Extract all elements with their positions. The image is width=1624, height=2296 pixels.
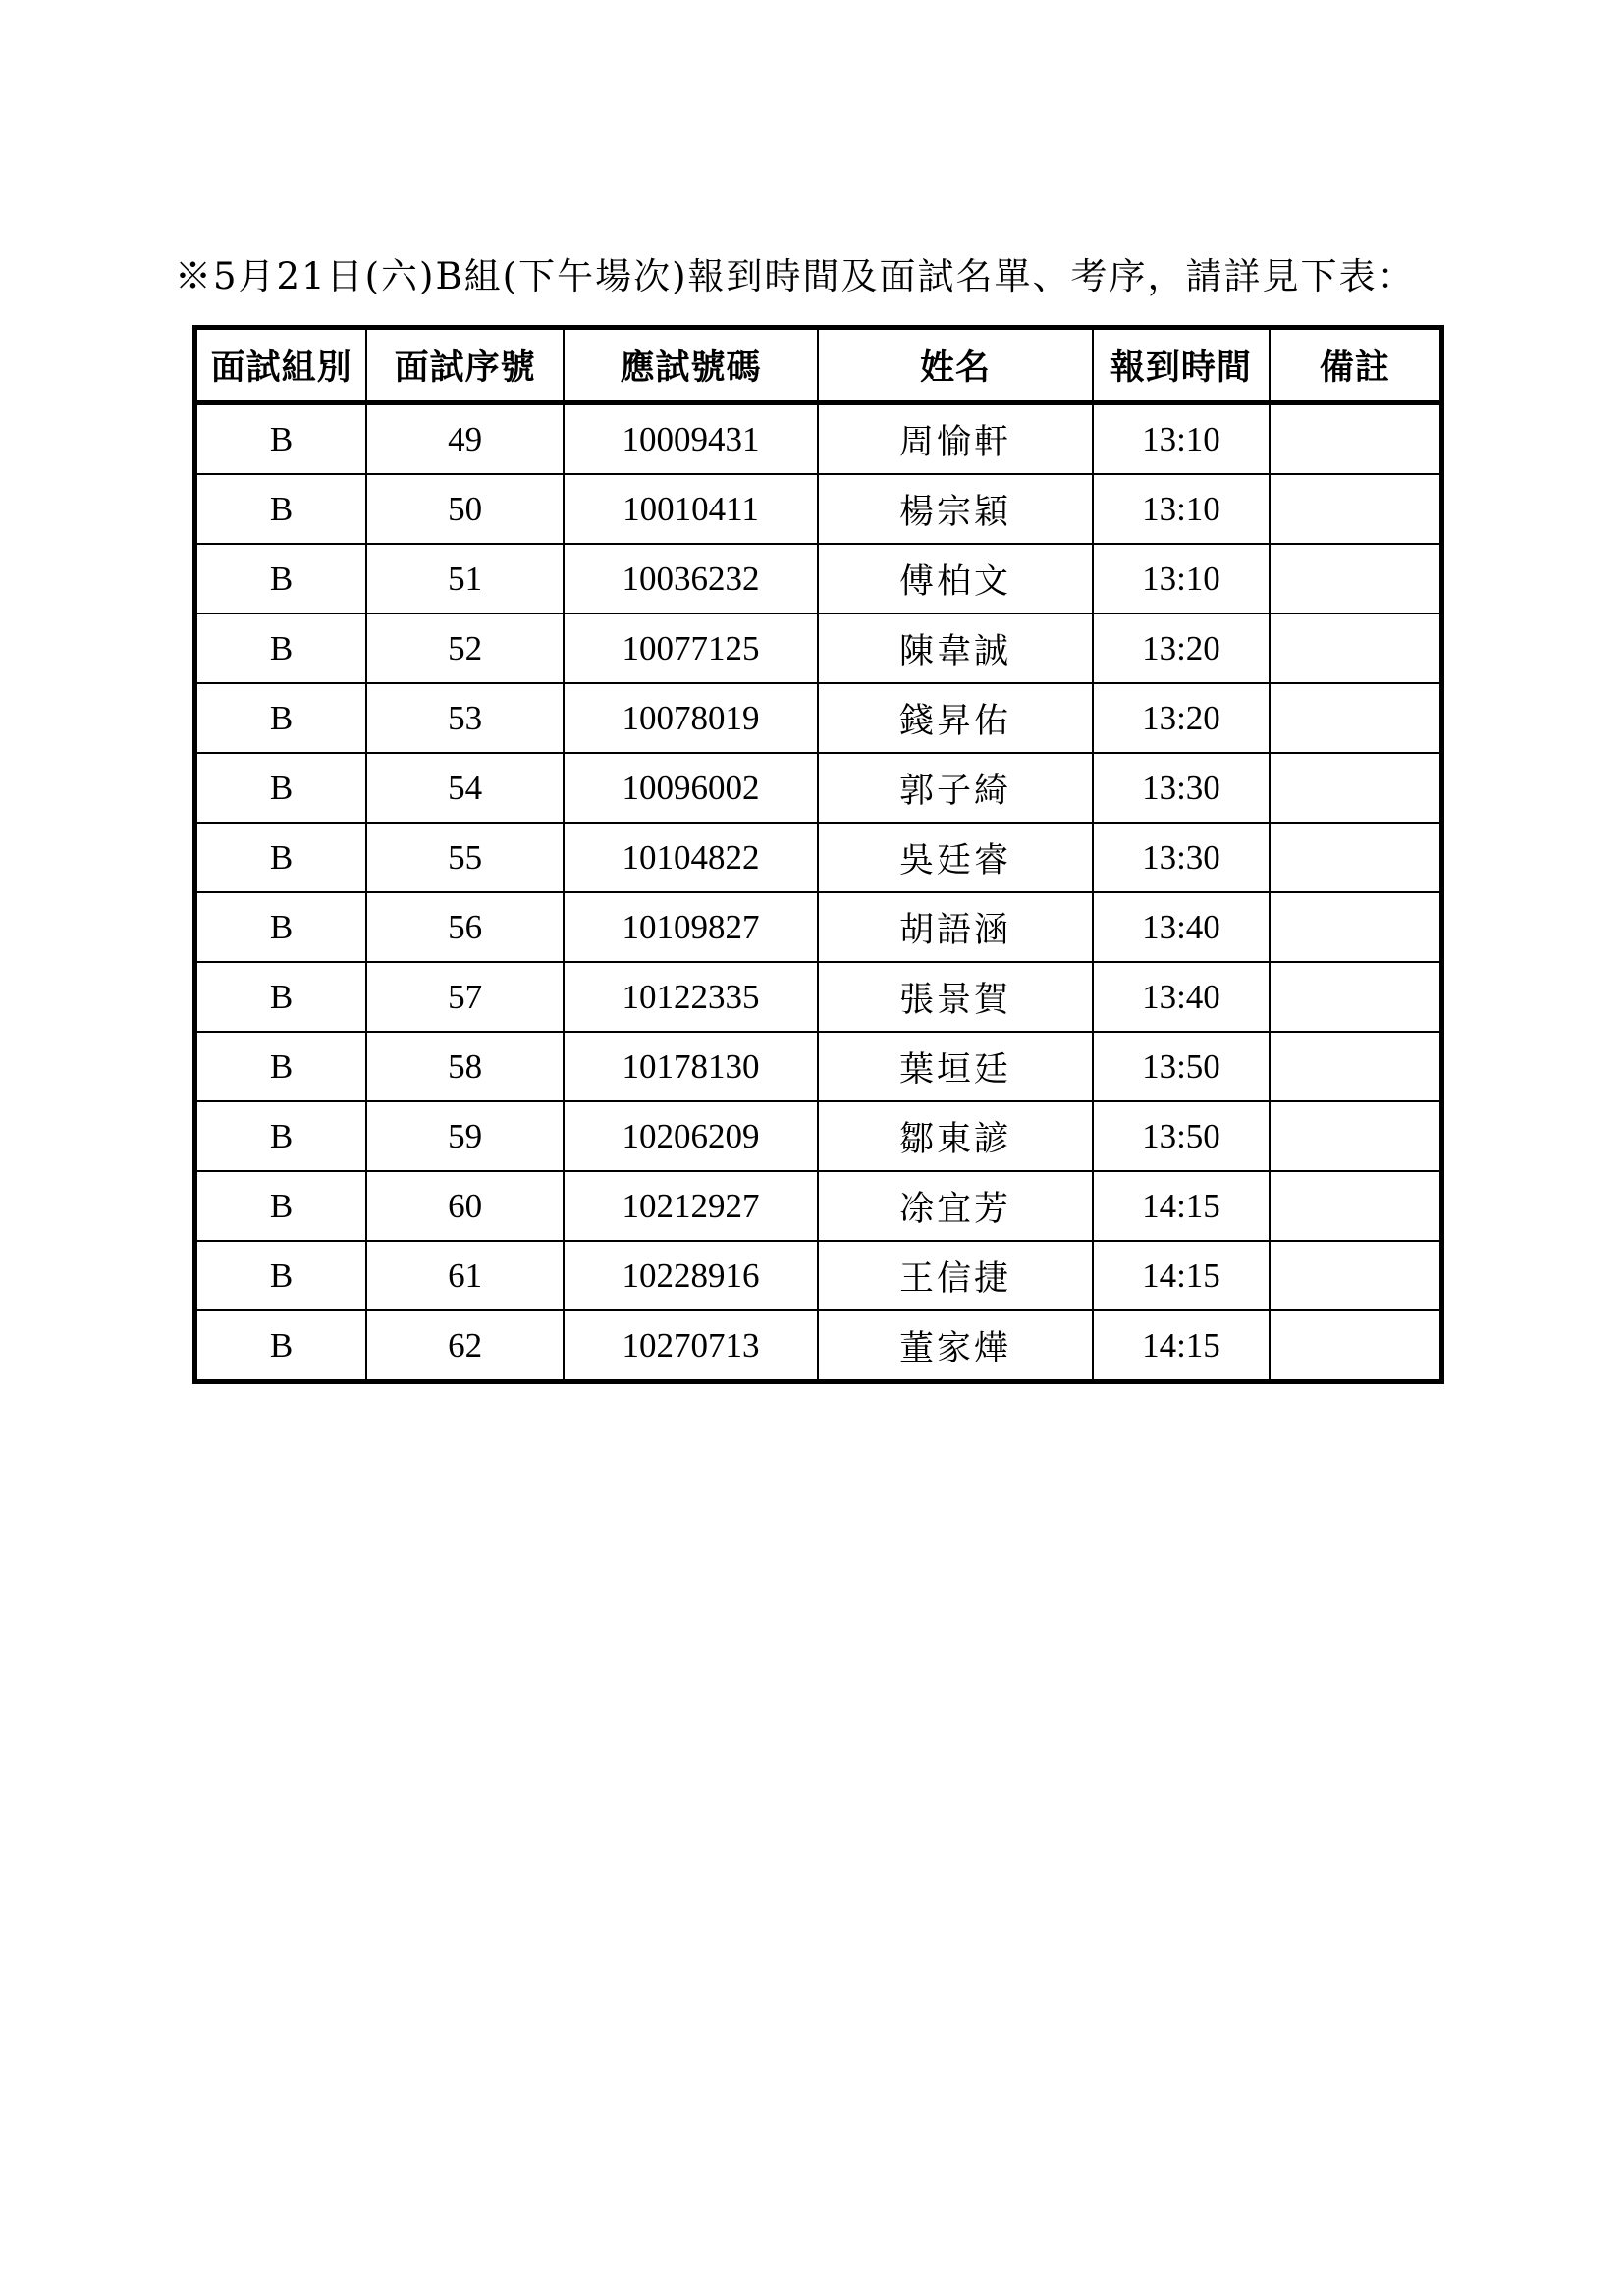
cell-exam-number: 10096002 [564,753,818,823]
header-check-in-time: 報到時間 [1093,328,1270,403]
cell-check-in-time: 14:15 [1093,1310,1270,1382]
cell-check-in-time: 13:10 [1093,544,1270,614]
cell-remarks [1270,683,1442,753]
cell-exam-number: 10078019 [564,683,818,753]
cell-remarks [1270,1241,1442,1310]
cell-name: 吳廷睿 [818,823,1093,892]
cell-sequence: 49 [366,403,564,475]
table-row [195,1241,1442,1310]
cell-group: B [195,1241,367,1310]
cell-check-in-time: 13:40 [1093,962,1270,1032]
cell-remarks [1270,1171,1442,1241]
table-row [195,823,1442,892]
cell-exam-number: 10212927 [564,1171,818,1241]
cell-sequence: 59 [366,1101,564,1171]
cell-group: B [195,892,367,962]
cell-group: B [195,1171,367,1241]
table-row [195,892,1442,962]
cell-exam-number: 10122335 [564,962,818,1032]
cell-group: B [195,544,367,614]
cell-group: B [195,1310,367,1382]
cell-remarks [1270,403,1442,475]
cell-exam-number: 10104822 [564,823,818,892]
table-row [195,403,1442,475]
table-body [195,403,1442,1382]
cell-group: B [195,683,367,753]
cell-check-in-time: 14:15 [1093,1171,1270,1241]
cell-remarks [1270,1310,1442,1382]
cell-group: B [195,403,367,475]
cell-remarks [1270,1101,1442,1171]
cell-group: B [195,1032,367,1101]
cell-remarks [1270,823,1442,892]
cell-check-in-time: 13:10 [1093,474,1270,544]
cell-name: 凃宜芳 [818,1171,1093,1241]
cell-sequence: 56 [366,892,564,962]
header-name: 姓名 [818,328,1093,403]
table-row [195,1310,1442,1382]
cell-check-in-time: 13:20 [1093,614,1270,683]
header-sequence: 面試序號 [366,328,564,403]
cell-remarks [1270,474,1442,544]
cell-remarks [1270,753,1442,823]
cell-name: 傅柏文 [818,544,1093,614]
table-header-row [195,328,1442,403]
cell-sequence: 57 [366,962,564,1032]
cell-remarks [1270,962,1442,1032]
cell-sequence: 52 [366,614,564,683]
cell-check-in-time: 13:10 [1093,403,1270,475]
interview-schedule-table [192,325,1444,1384]
cell-name: 楊宗穎 [818,474,1093,544]
cell-exam-number: 10206209 [564,1101,818,1171]
header-group: 面試組別 [195,328,367,403]
table-row [195,683,1442,753]
cell-name: 胡語涵 [818,892,1093,962]
cell-sequence: 60 [366,1171,564,1241]
cell-name: 錢昇佑 [818,683,1093,753]
cell-name: 張景賀 [818,962,1093,1032]
cell-sequence: 58 [366,1032,564,1101]
cell-remarks [1270,544,1442,614]
cell-sequence: 50 [366,474,564,544]
cell-exam-number: 10010411 [564,474,818,544]
cell-group: B [195,614,367,683]
table-row [195,753,1442,823]
table-row [195,544,1442,614]
cell-exam-number: 10036232 [564,544,818,614]
cell-sequence: 54 [366,753,564,823]
cell-check-in-time: 13:30 [1093,753,1270,823]
cell-group: B [195,474,367,544]
cell-group: B [195,753,367,823]
cell-sequence: 62 [366,1310,564,1382]
page-title: ※5月21日(六)B組(下午場次)報到時間及面試名單、考序，請詳見下表： [175,255,1416,297]
cell-group: B [195,1101,367,1171]
cell-name: 鄒東諺 [818,1101,1093,1171]
cell-exam-number: 10009431 [564,403,818,475]
header-remarks: 備註 [1270,328,1442,403]
cell-exam-number: 10228916 [564,1241,818,1310]
cell-sequence: 53 [366,683,564,753]
table-row [195,1032,1442,1101]
table-row [195,1101,1442,1171]
table-row [195,962,1442,1032]
cell-name: 陳韋誠 [818,614,1093,683]
cell-name: 周愉軒 [818,403,1093,475]
cell-name: 郭子綺 [818,753,1093,823]
cell-remarks [1270,1032,1442,1101]
cell-remarks [1270,892,1442,962]
cell-sequence: 55 [366,823,564,892]
table-row [195,1171,1442,1241]
table-row [195,474,1442,544]
cell-group: B [195,962,367,1032]
cell-name: 葉垣廷 [818,1032,1093,1101]
cell-check-in-time: 14:15 [1093,1241,1270,1310]
cell-exam-number: 10270713 [564,1310,818,1382]
cell-check-in-time: 13:20 [1093,683,1270,753]
cell-exam-number: 10178130 [564,1032,818,1101]
table-row [195,614,1442,683]
header-exam-number: 應試號碼 [564,328,818,403]
cell-sequence: 61 [366,1241,564,1310]
cell-group: B [195,823,367,892]
cell-check-in-time: 13:50 [1093,1032,1270,1101]
cell-name: 王信捷 [818,1241,1093,1310]
cell-remarks [1270,614,1442,683]
cell-exam-number: 10109827 [564,892,818,962]
cell-check-in-time: 13:50 [1093,1101,1270,1171]
cell-check-in-time: 13:40 [1093,892,1270,962]
cell-sequence: 51 [366,544,564,614]
cell-exam-number: 10077125 [564,614,818,683]
cell-name: 董家燁 [818,1310,1093,1382]
cell-check-in-time: 13:30 [1093,823,1270,892]
